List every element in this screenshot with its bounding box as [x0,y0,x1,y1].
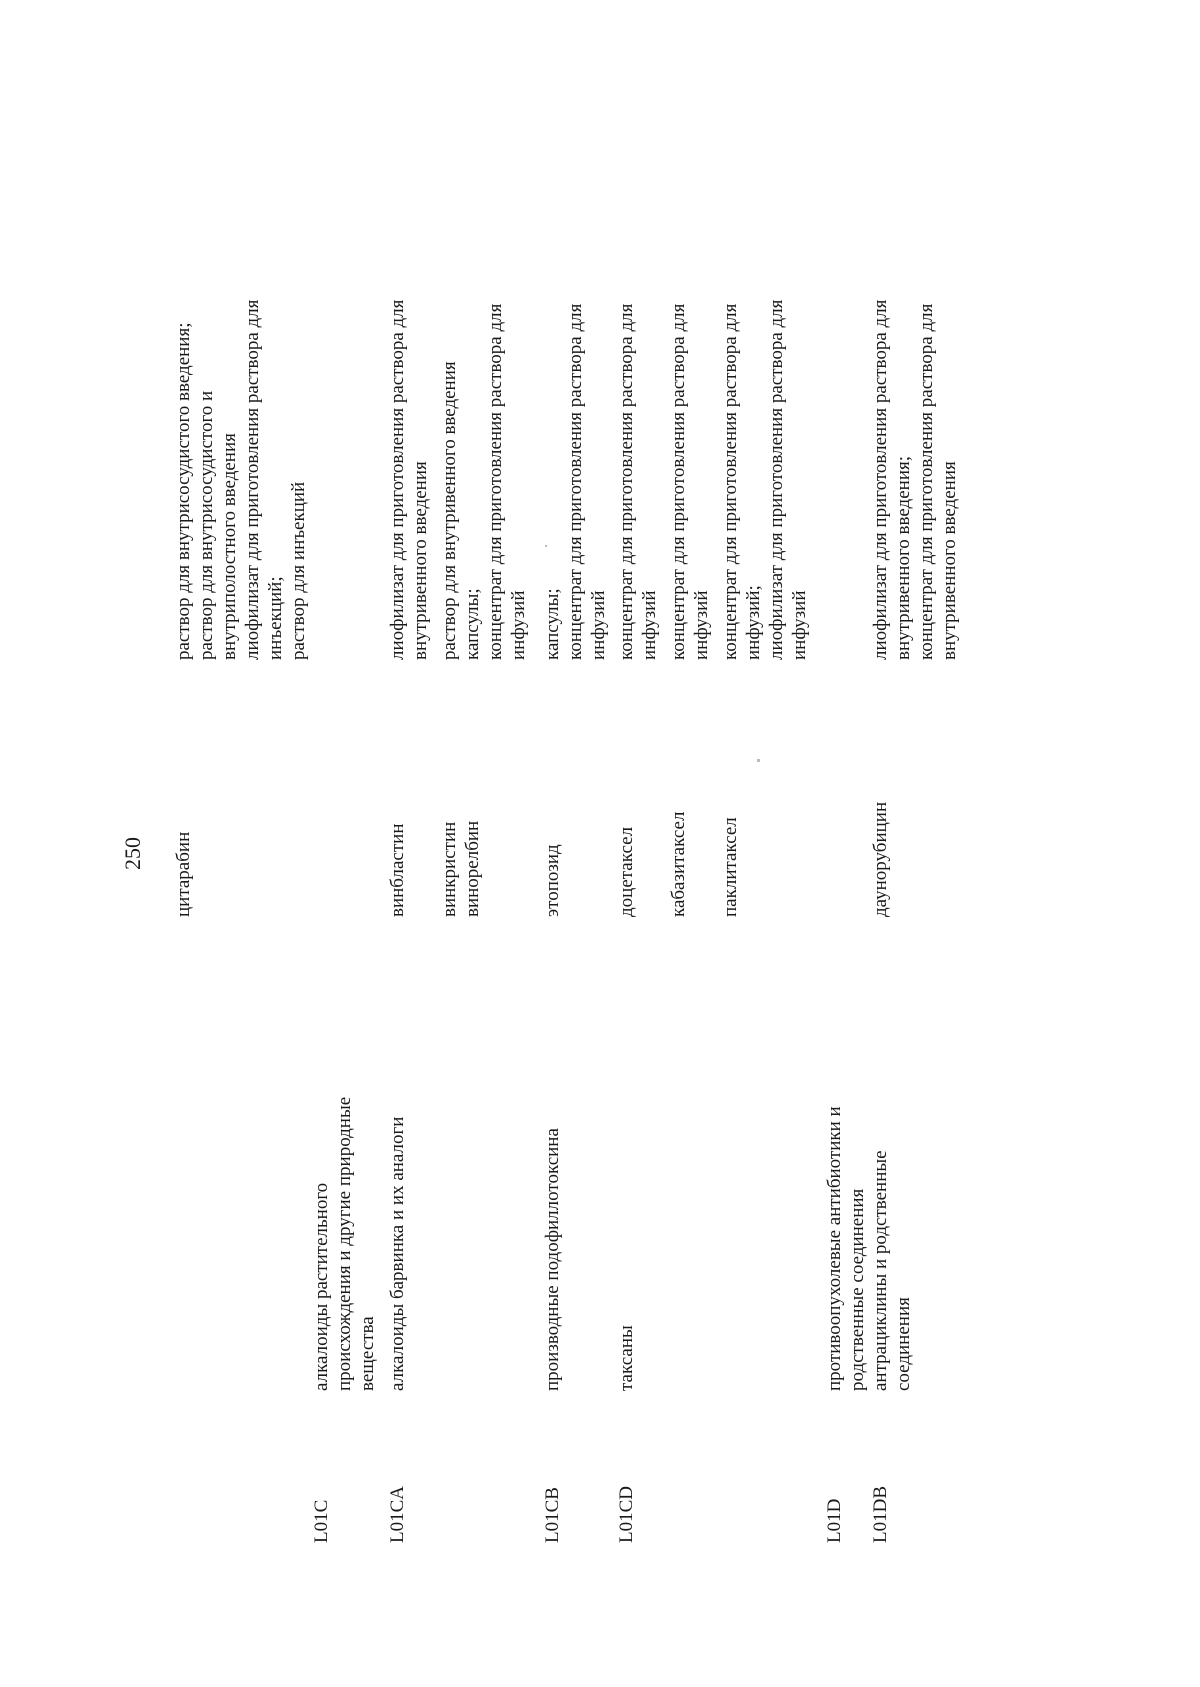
scan-speck [545,545,547,547]
text-line: концентрат для приготовления раствора для [616,303,637,660]
text-line: раствор для внутрисосудистого введения; [173,322,194,660]
atc-group-name [869,951,915,1391]
text-line: внутриполостного введения [219,433,240,660]
text-line: внутривенного введения; [893,455,914,660]
text-line: инфузий [789,590,810,660]
text-line: инфузий [588,590,609,660]
dosage-forms [172,140,310,660]
text-line: раствор для инъекций [288,481,309,660]
text-line: инфузий; [743,585,764,660]
text-line: концентрат для приготовления раствора для [485,303,506,660]
drug-name: доцетаксел [616,826,637,917]
text-line: лиофилизат для приготовления раствора для [242,299,263,660]
drug-name: винорелбин [462,820,483,917]
text-line: алкалоиды растительного [311,1182,332,1391]
atc-group-name [615,951,638,1391]
atc-code: L01D [824,1498,845,1543]
drug-name: паклитаксел [720,817,741,917]
dosage-forms [667,140,713,660]
drug-name: даунорубицин [870,801,891,917]
text-line: алкалоиды барвинка и их аналоги [387,1116,408,1391]
dosage-forms [541,140,610,660]
text-line: внутривенного введения [410,461,431,660]
text-line: концентрат для приготовления раствора для [916,303,937,660]
text-line: таксаны [616,1325,637,1391]
text-line: лиофилизат для приготовления раствора для [387,299,408,660]
atc-group-name [310,951,379,1391]
atc-code: L01CD [616,1486,637,1543]
text-line: производные подофиллотоксина [542,1128,563,1391]
text-line: инъекций; [265,576,286,660]
text-line: вещества [357,1316,378,1391]
atc-code: L01C [311,1499,332,1543]
text-line: раствор для внутривенного введения [439,361,460,660]
text-line: антрациклины и родственные [870,1150,891,1391]
dosage-forms [615,140,661,660]
text-line: инфузий [691,590,712,660]
text-line: раствор для внутрисосудистого и [196,390,217,660]
drug-name: цитарабин [173,831,194,917]
text-line: происхождения и другие природные [334,1096,355,1391]
atc-code: L01CA [387,1486,408,1543]
drug-name: кабазитаксел [668,811,689,917]
atc-group-name [386,951,409,1391]
dosage-forms [719,140,811,660]
dosage-forms [461,140,530,660]
text-line: концентрат для приготовления раствора для [720,303,741,660]
text-line: родственные соединения [847,1188,868,1391]
text-line: капсулы; [462,588,483,660]
text-line: лиофилизат для приготовления раствора для [766,299,787,660]
text-line: соединения [893,1297,914,1391]
text-line: лиофилизат для приготовления раствора для [870,299,891,660]
text-line: противоопухолевые антибиотики и [824,1106,845,1391]
text-line: концентрат для приготовления раствора для [565,303,586,660]
atc-code: L01CB [542,1487,563,1543]
drug-name: этопозид [542,844,563,917]
dosage-forms [869,140,961,660]
scan-speck [757,759,760,762]
text-line: инфузий [508,590,529,660]
atc-group-name [823,951,869,1391]
text-line: внутривенного введения [939,461,960,660]
dosage-forms [438,140,461,660]
text-line: инфузий [639,590,660,660]
text-line: капсулы; [542,588,563,660]
atc-group-name [541,951,564,1391]
drug-name: винбластин [387,823,408,917]
atc-code: L01DB [870,1486,891,1543]
dosage-forms [386,140,432,660]
drug-name: винкристин [439,821,460,917]
page-number: 250 [120,837,145,870]
text-line: концентрат для приготовления раствора для [668,303,689,660]
